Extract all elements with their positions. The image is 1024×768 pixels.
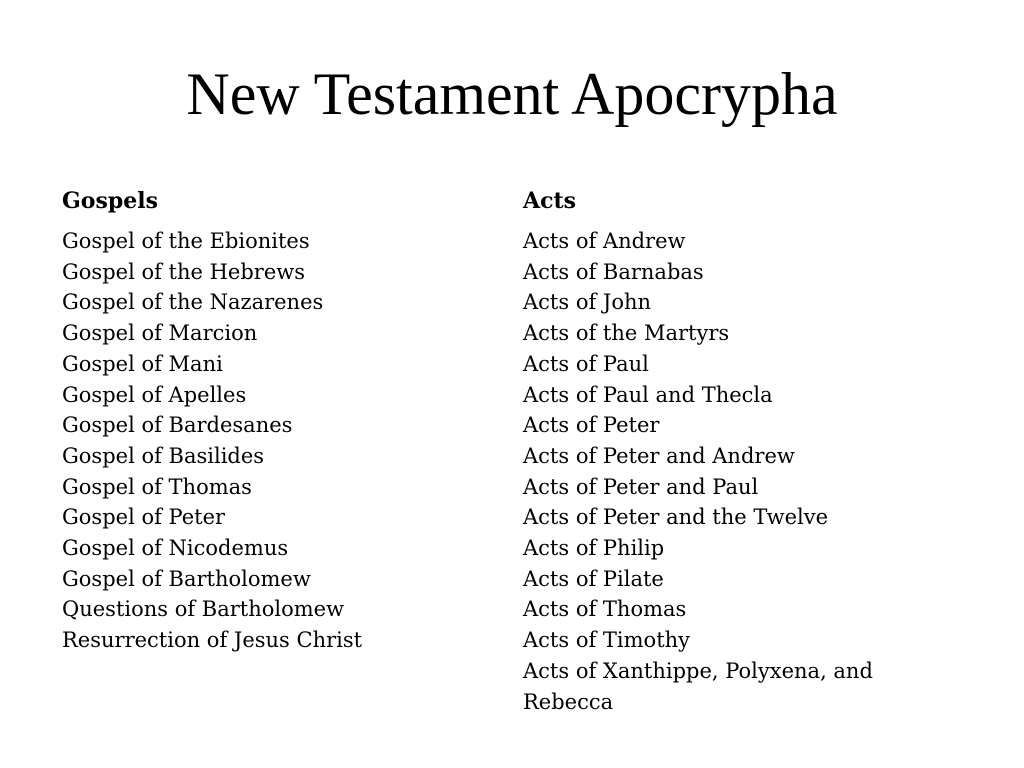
list-item: Acts of Andrew [523, 229, 686, 253]
list-item: Acts of Peter [523, 413, 660, 438]
list-item: Acts of Paul [523, 351, 649, 376]
list-item: Acts of Pilate [523, 566, 664, 591]
list-item: Acts of Paul and Thecla [523, 382, 773, 407]
list-item: Gospel of Bartholomew [62, 566, 311, 591]
list-item: Questions of Bartholomew [62, 597, 345, 622]
list-item: Acts of Timothy [523, 628, 691, 653]
acts-column [523, 184, 923, 717]
list-item: Gospel of Nicodemus [62, 536, 289, 561]
list-item: Gospel of Marcion [62, 321, 258, 346]
list-item: Gospel of Apelles [62, 382, 247, 407]
slide-title: New Testament Apocrypha [186, 61, 838, 127]
list-item: Acts of Peter and the Twelve [523, 505, 829, 530]
list-item: Acts of Barnabas [523, 259, 704, 284]
list-item: Acts of Peter and Paul [523, 474, 759, 499]
list-item: Acts of Philip [523, 536, 665, 561]
list-item: Gospel of Basilides [62, 443, 265, 468]
list-item: Acts of the Martyrs [523, 321, 730, 346]
acts-heading: Acts [523, 188, 577, 214]
list-item: Gospel of the Hebrews [62, 259, 306, 284]
list-item: Acts of John [523, 290, 652, 315]
gospels-heading: Gospels [62, 188, 158, 214]
acts-list [523, 226, 923, 717]
list-item: Acts of Thomas [523, 597, 687, 622]
list-item: Acts of Peter and Andrew [523, 443, 795, 468]
gospels-column [62, 184, 492, 656]
list-item: Gospel of Thomas [62, 474, 252, 499]
list-item: Acts of Xanthippe, Polyxena, and Rebecca [523, 658, 873, 714]
list-item: Gospel of Mani [62, 351, 223, 376]
list-item: Gospel of the Nazarenes [62, 290, 324, 315]
list-item: Gospel of Bardesanes [62, 413, 293, 438]
list-item: Gospel of Peter [62, 505, 226, 530]
list-item: Resurrection of Jesus Christ [62, 628, 363, 653]
gospels-list [62, 226, 492, 656]
list-item: Gospel of the Ebionites [62, 229, 310, 253]
